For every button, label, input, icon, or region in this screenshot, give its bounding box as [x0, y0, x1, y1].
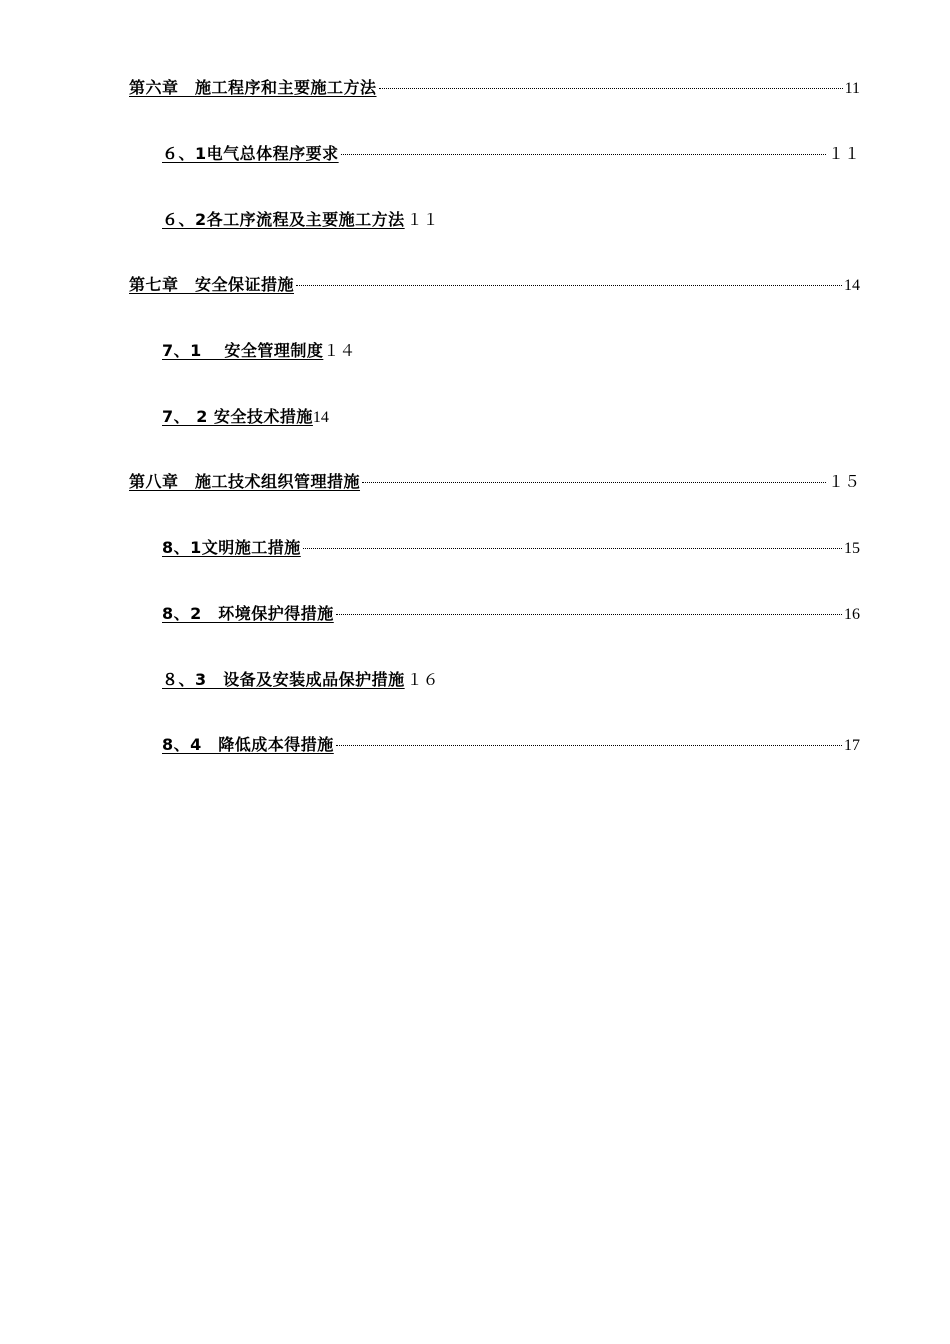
- toc-entry-6-1[interactable]: [162, 142, 860, 166]
- toc-entry-page: １１: [406, 212, 439, 229]
- toc-entry-page: 15: [844, 540, 860, 557]
- toc-entry-title: 第六章 施工程序和主要施工方法: [129, 78, 377, 97]
- toc-entry-title: ６、2各工序流程及主要施工方法: [162, 210, 405, 229]
- toc-entry-title: 8、2 环境保护得措施: [162, 604, 334, 623]
- toc-entry-page: 14: [312, 409, 329, 426]
- toc-entry-chapter-7[interactable]: [129, 273, 860, 297]
- dot-leader: [341, 154, 826, 155]
- toc-entry-page: 11: [844, 80, 860, 97]
- toc-entry-title: 7、1 安全管理制度: [162, 341, 324, 360]
- toc-entry-title: 7、 2 安全技术措施: [162, 407, 313, 426]
- toc-entry-7-1[interactable]: [162, 339, 355, 363]
- toc-entry-chapter-8[interactable]: [129, 470, 860, 494]
- toc-entry-title: 第八章 施工技术组织管理措施: [129, 472, 361, 491]
- dot-leader: [336, 614, 842, 615]
- toc-entry-6-2[interactable]: [162, 208, 439, 232]
- toc-entry-title: 8、1文明施工措施: [162, 538, 301, 557]
- toc-entry-title: ８、3 设备及安装成品保护措施: [162, 670, 405, 689]
- toc-entry-page: 14: [844, 277, 860, 294]
- toc-entry-8-2[interactable]: [162, 602, 860, 626]
- toc-entry-8-1[interactable]: [162, 536, 860, 560]
- dot-leader: [362, 482, 826, 483]
- dot-leader: [336, 745, 842, 746]
- toc-entry-7-2[interactable]: [162, 405, 329, 429]
- toc-entry-8-4[interactable]: [162, 733, 860, 757]
- dot-leader: [379, 88, 843, 89]
- toc-entry-page: 16: [844, 606, 860, 623]
- toc-entry-title: 8、4 降低成本得措施: [162, 735, 334, 754]
- toc-entry-page: １４: [323, 343, 356, 360]
- toc-entry-page: １６: [406, 672, 439, 689]
- toc-entry-title: 第七章 安全保证措施: [129, 275, 295, 294]
- toc-entry-8-3[interactable]: [162, 668, 439, 692]
- toc-entry-title: ６、1电气总体程序要求: [162, 144, 339, 163]
- toc-entry-page: １１: [827, 146, 860, 163]
- toc-entry-page: 17: [844, 737, 860, 754]
- toc-entry-page: １５: [827, 474, 860, 491]
- dot-leader: [296, 285, 842, 286]
- dot-leader: [303, 548, 842, 549]
- toc-entry-chapter-6[interactable]: [129, 76, 860, 100]
